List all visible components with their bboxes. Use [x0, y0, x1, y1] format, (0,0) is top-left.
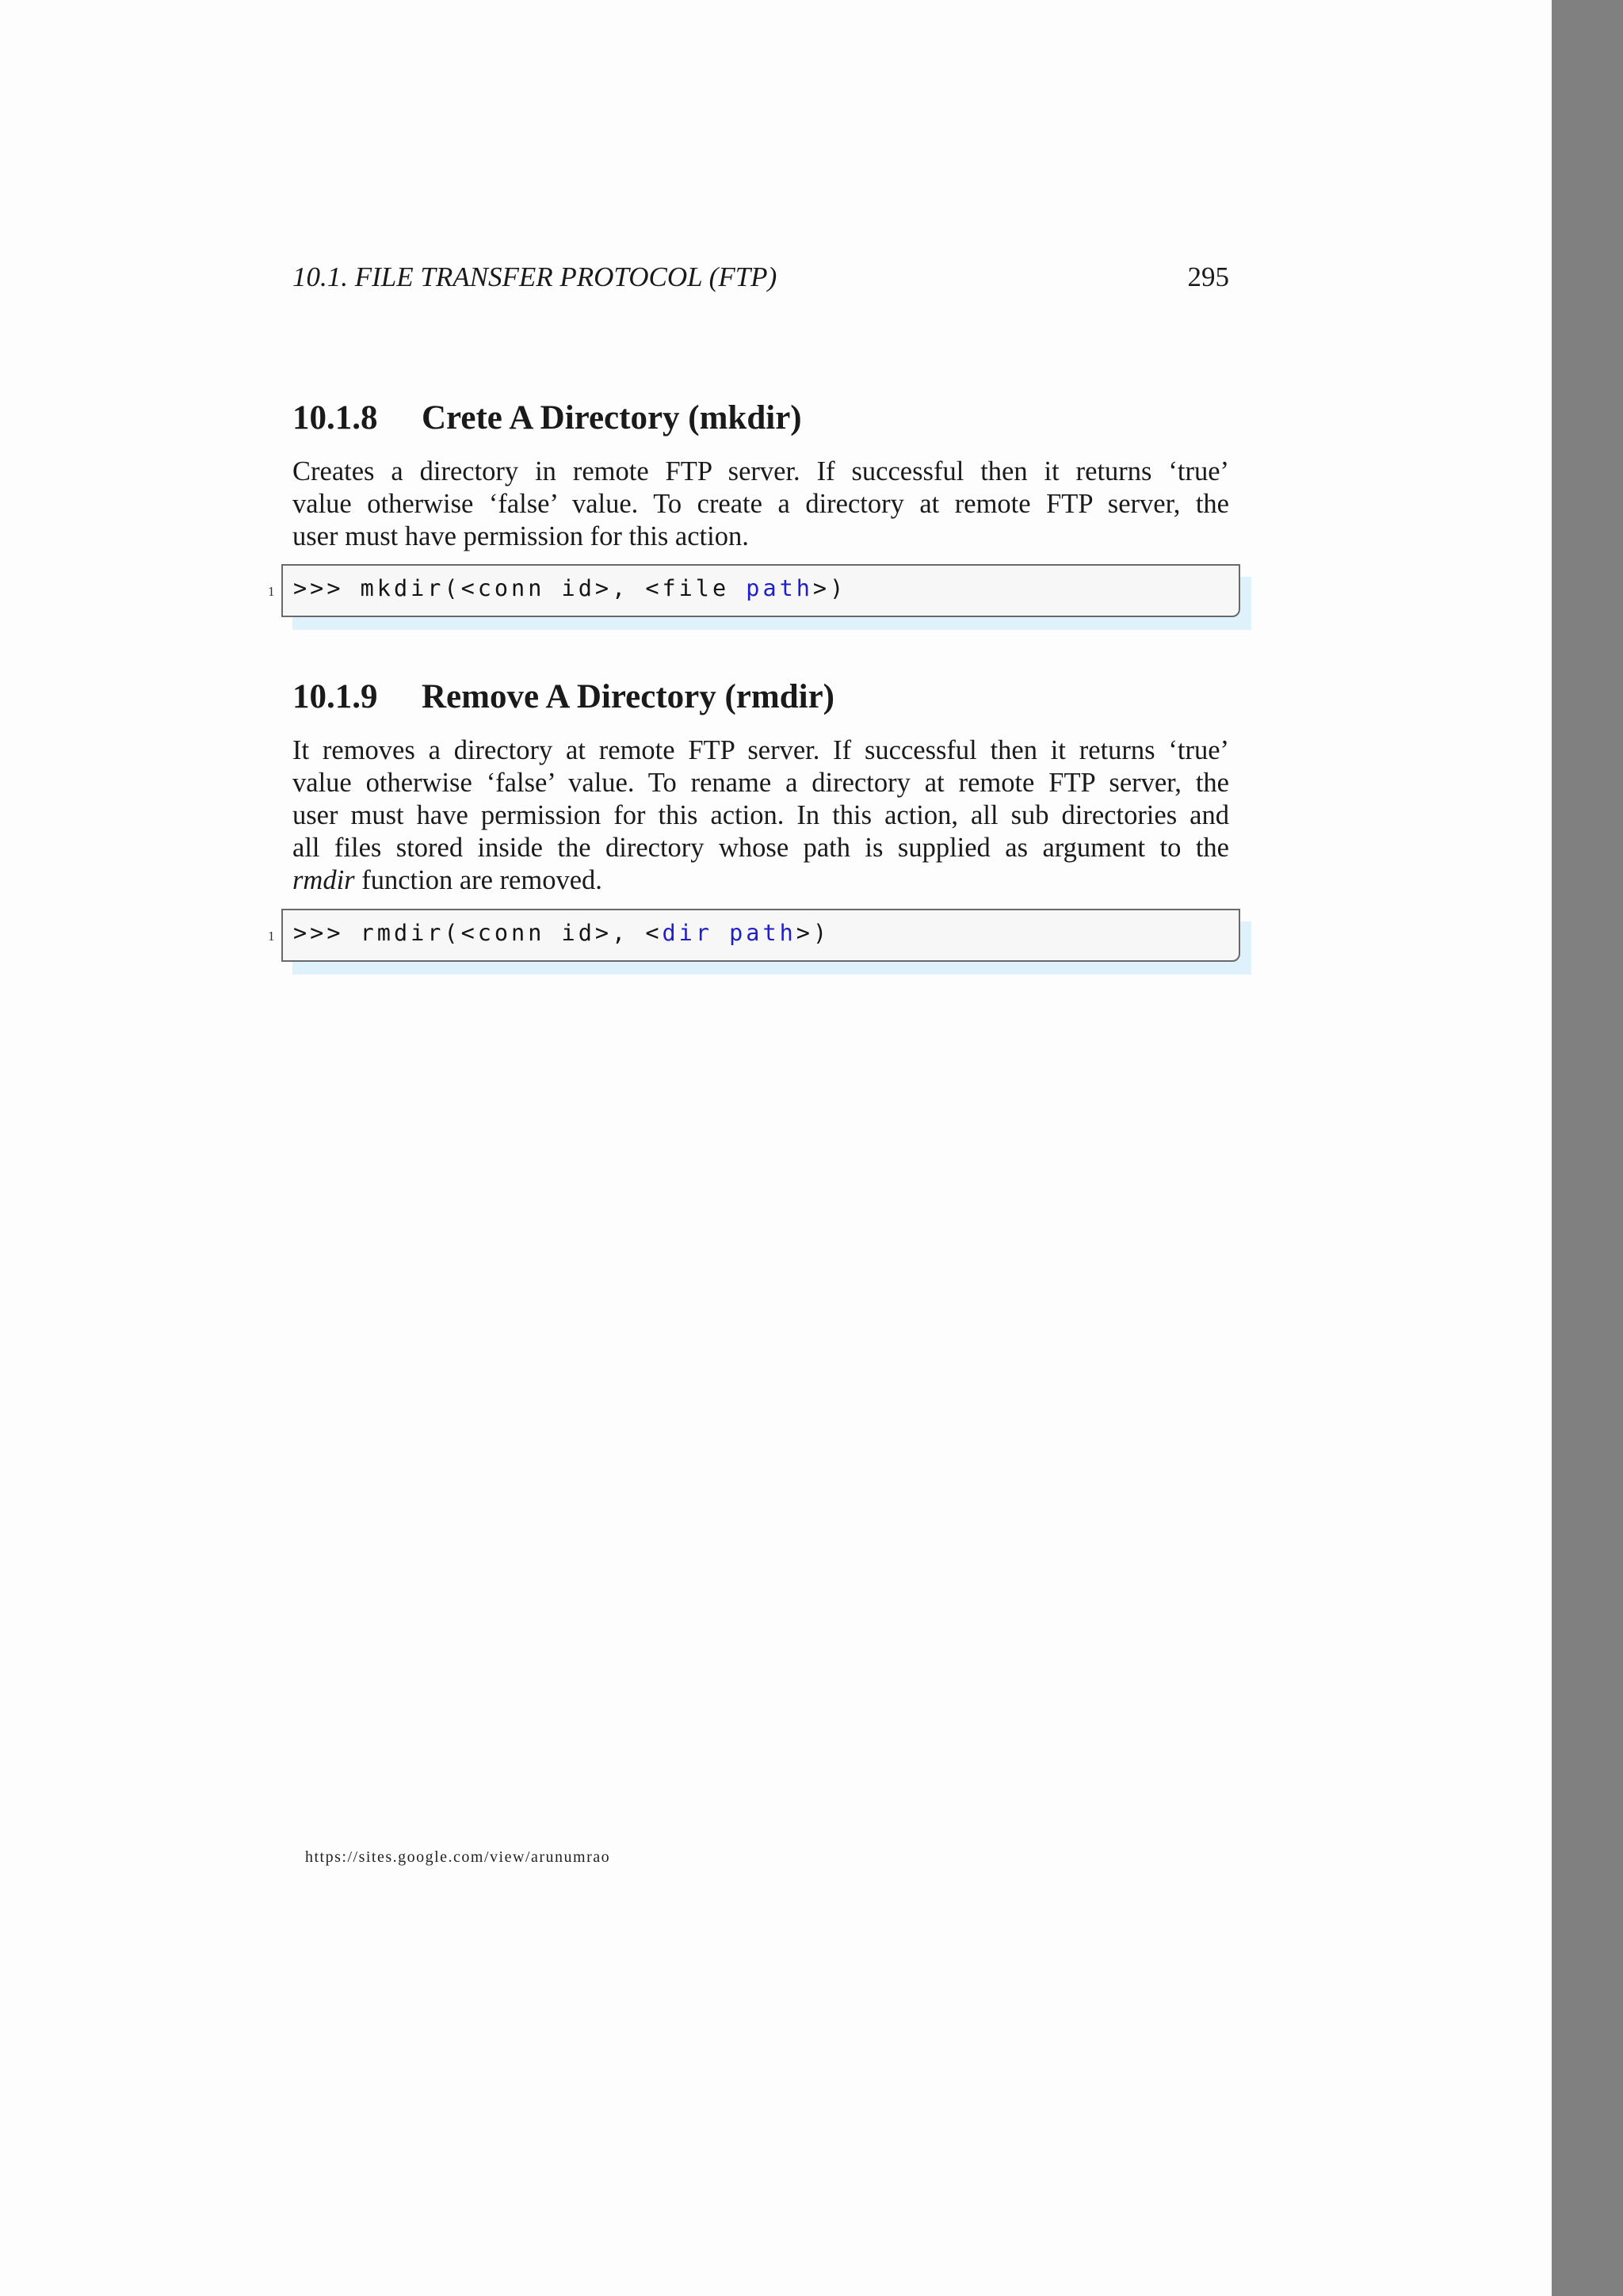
section-number: 10.1.9: [292, 678, 378, 715]
paragraph-line: all files stored inside the directory whose path is supplied as argument to the: [292, 833, 1229, 863]
code-line-mkdir: [293, 575, 846, 601]
paragraph-line: value otherwise ‘false’ value. To rename a directory at remote FTP server, the: [292, 768, 1229, 798]
code-keyword: dir path: [662, 920, 796, 946]
paragraph-line: value otherwise ‘false’ value. To create a directory at remote FTP server, the: [292, 489, 1229, 519]
function-name-emphasis: rmdir: [292, 865, 355, 895]
section-number: 10.1.8: [292, 399, 378, 437]
code-line-rmdir: [293, 920, 830, 946]
section-title: Remove A Directory (rmdir): [422, 678, 834, 715]
paragraph-line-rest: function are removed.: [354, 865, 602, 895]
running-header: [292, 261, 1229, 293]
viewer-side-bar: [1552, 0, 1623, 2296]
code-keyword: path: [746, 575, 813, 601]
paragraph-mkdir: [292, 456, 1229, 553]
footer-url[interactable]: https://sites.google.com/view/arunumrao: [305, 1848, 611, 1866]
code-prefix: >>> mkdir(<conn id>, <file: [293, 575, 747, 601]
section-title: Crete A Directory (mkdir): [422, 399, 802, 437]
paragraph-line: user must have permission for this action. In this action, all sub directories and: [292, 800, 1229, 830]
code-suffix: >): [796, 920, 831, 946]
paragraph-line: It removes a directory at remote FTP server. If successful then it returns ‘true’: [292, 735, 1229, 765]
code-line-number: 1: [268, 584, 275, 599]
code-line-number: 1: [268, 929, 275, 944]
section-heading-rmdir: [292, 677, 834, 716]
code-prefix: >>> rmdir(<conn id>, <: [293, 920, 663, 946]
section-heading-mkdir: [292, 399, 802, 437]
page-number: 295: [1187, 261, 1229, 292]
code-suffix: >): [812, 575, 847, 601]
paragraph-line: Creates a directory in remote FTP server. If successful then it returns ‘true’: [292, 456, 1229, 486]
paragraph-rmdir: [292, 734, 1229, 897]
paragraph-line: user must have permission for this action.: [292, 521, 749, 551]
paragraph-line-last: [292, 864, 1229, 897]
chapter-title: 10.1. FILE TRANSFER PROTOCOL (FTP): [292, 261, 777, 292]
